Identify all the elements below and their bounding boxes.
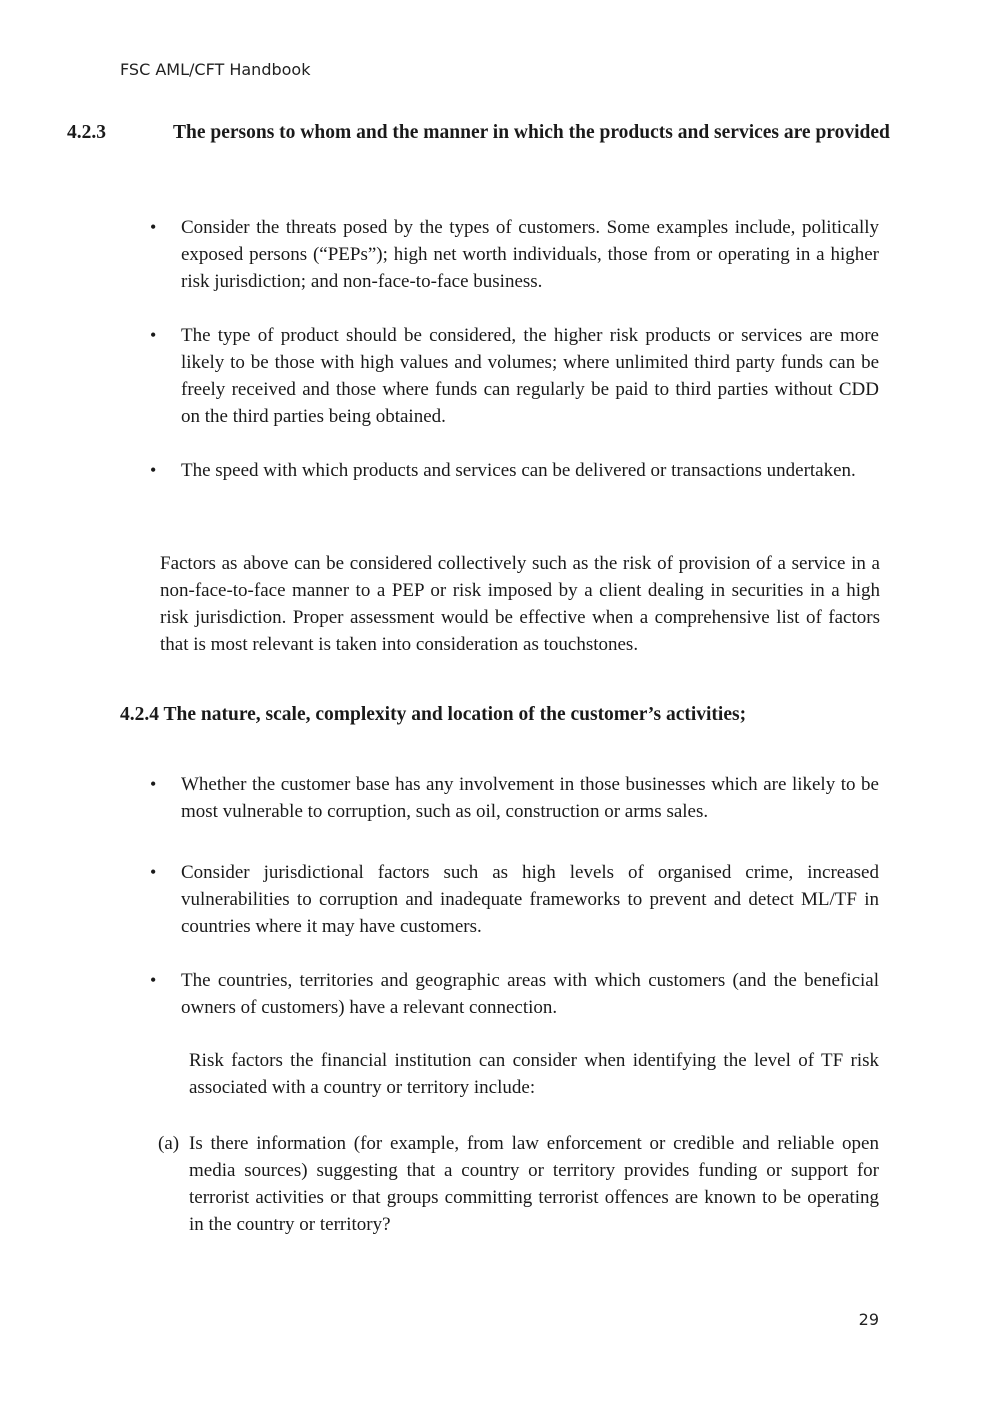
list-item-text: Consider the threats posed by the types of customers. Some examples include, politically exposed persons (“PEPs”); high net worth individuals, those from or operating in a higher risk jurisdiction; and non-face-to-face business. (181, 217, 879, 292)
bullet-icon: • (150, 217, 157, 237)
list-item (150, 214, 879, 295)
bullet-icon: • (150, 862, 157, 882)
section-heading-4-2-4 (120, 701, 880, 728)
section-heading-4-2-3 (67, 119, 933, 146)
list-item (150, 457, 879, 484)
bullet-icon: • (150, 460, 157, 480)
section-number: 4.2.4 (120, 704, 159, 725)
bullet-icon: • (150, 774, 157, 794)
bullet-icon: • (150, 325, 157, 345)
list-item-a (158, 1130, 879, 1238)
list-item-text: The speed with which products and services can be delivered or transactions undertaken. (181, 460, 856, 481)
list-item-text: The type of product should be considered, the higher risk products or services are more likely to be those with high values and volumes; where unlimited third party funds can be freely received and those where funds can regularly be paid to third parties without CDD on the third parties being obtained. (181, 325, 879, 427)
risk-factors-paragraph: Risk factors the financial institution can consider when identifying the level of TF risk associated with a country or territory include: (189, 1050, 879, 1098)
list-item (150, 859, 879, 940)
list-item-text: The countries, territories and geographic areas with which customers (and the beneficial owners of customers) have a relevant connection. (181, 970, 879, 1018)
list-marker: (a) (158, 1133, 180, 1154)
section-title: The nature, scale, complexity and location of the customer’s activities; (163, 704, 747, 725)
list-item (150, 967, 879, 1021)
bullet-icon: • (150, 970, 157, 990)
section-title: The persons to whom and the manner in which the products and services are provided (173, 122, 890, 143)
list-item-text: Consider jurisdictional factors such as high levels of organised crime, increased vulnerabilities to corruption and inadequate frameworks to prevent and detect ML/TF in countries where it may have customers. (181, 862, 879, 937)
list-item (150, 771, 879, 825)
section-number: 4.2.3 (67, 122, 106, 143)
page-number: 29 (858, 1310, 879, 1329)
list-item-text: Whether the customer base has any involvement in those businesses which are likely to be most vulnerable to corruption, such as oil, construction or arms sales. (181, 774, 879, 822)
list-item-text: Is there information (for example, from law enforcement or credible and reliable open media sources) suggesting that a country or territory provides funding or support for terrorist activities or that groups committing terrorist offences are known to be operating in the country or territory? (189, 1133, 879, 1235)
factors-paragraph: Factors as above can be considered collectively such as the risk of provision of a service in a non-face-to-face manner to a PEP or risk imposed by a client dealing in securities in a high risk jurisdiction. Proper assessment would be effective when a comprehensive list of factors that is most relevant is taken into consideration as touchstones. (160, 553, 880, 655)
list-item (150, 322, 879, 430)
running-header: FSC AML/CFT Handbook (120, 60, 311, 79)
